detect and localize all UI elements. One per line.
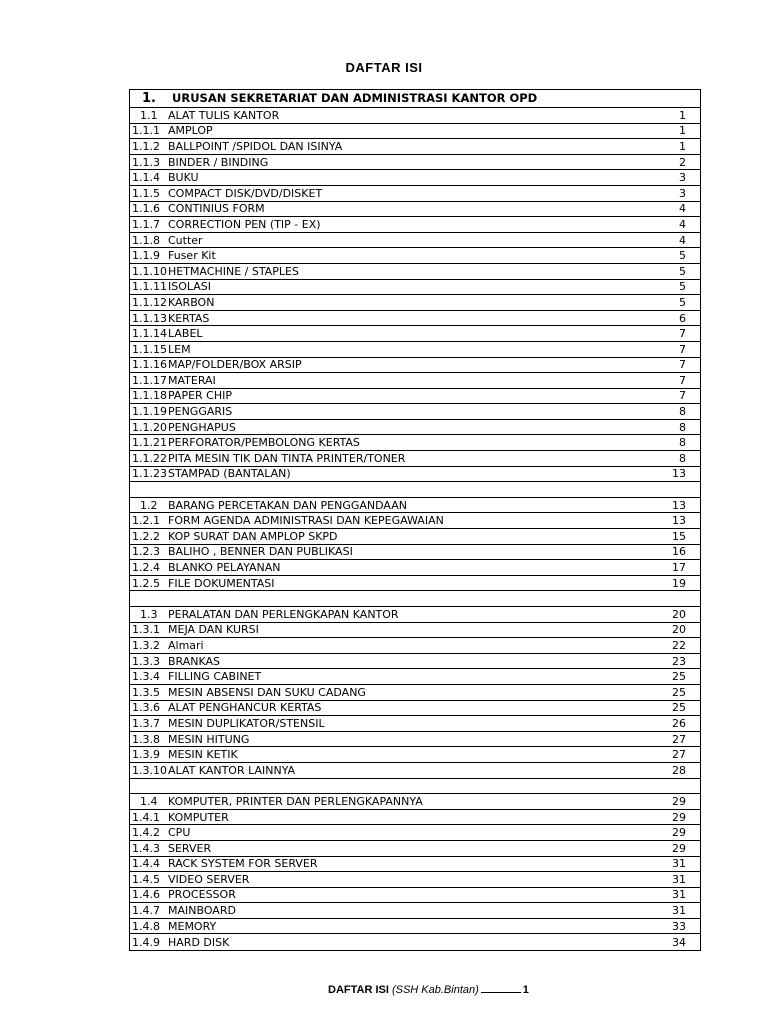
entry-number: 1.1.9 [132, 249, 160, 263]
page-number: 3 [679, 186, 686, 200]
section-number: 1.1 [140, 108, 158, 122]
page-number: 19 [672, 576, 686, 590]
entry-number: 1.1.5 [132, 186, 160, 200]
entry-label: BLANKO PELAYANAN [168, 561, 281, 575]
entry-label: PROCESSOR [168, 888, 236, 902]
toc-entry-row[interactable] [130, 139, 700, 155]
page-number: 13 [672, 514, 686, 528]
entry-number: 1.1.7 [132, 217, 160, 231]
page-number: 7 [679, 389, 686, 403]
entry-number: 1.4.1 [132, 810, 160, 824]
toc-entry-row[interactable] [130, 451, 700, 467]
page-number: 31 [672, 888, 686, 902]
page-number: 5 [679, 264, 686, 278]
toc-entry-row[interactable] [130, 420, 700, 436]
section-label: KOMPUTER, PRINTER DAN PERLENGKAPANNYA [168, 794, 423, 808]
entry-label: AMPLOP [168, 124, 213, 138]
toc-entry-row[interactable] [130, 217, 700, 233]
section-label: PERALATAN DAN PERLENGKAPAN KANTOR [168, 607, 399, 621]
page-number: 29 [672, 826, 686, 840]
entry-label: CONTINIUS FORM [168, 202, 265, 216]
footer-page-number: 1 [522, 984, 529, 996]
toc-entry-row[interactable] [130, 669, 700, 685]
toc-entry-row[interactable] [130, 825, 700, 841]
entry-number: 1.4.3 [132, 841, 160, 855]
spacer-row [130, 482, 700, 498]
entry-number: 1.1.15 [132, 342, 167, 356]
page-number: 29 [672, 794, 686, 808]
page-number: 15 [672, 529, 686, 543]
page-number: 8 [679, 405, 686, 419]
toc-entry-row[interactable] [130, 513, 700, 529]
toc-entry-row[interactable] [130, 934, 700, 950]
entry-label: BALLPOINT /SPIDOL DAN ISINYA [168, 139, 343, 153]
entry-label: MESIN HITUNG [168, 732, 250, 746]
page-number: 6 [679, 311, 686, 325]
entry-label: COMPACT DISK/DVD/DISKET [168, 186, 323, 200]
entry-number: 1.1.20 [132, 420, 167, 434]
page-number: 16 [672, 545, 686, 559]
page-number: 7 [679, 358, 686, 372]
entry-label: MESIN KETIK [168, 748, 238, 762]
toc-entry-row[interactable] [130, 202, 700, 218]
entry-label: LABEL [168, 327, 203, 341]
entry-label: PENGGARIS [168, 405, 233, 419]
entry-label: SERVER [168, 841, 212, 855]
entry-number: 1.2.2 [132, 529, 160, 543]
entry-number: 1.3.2 [132, 638, 160, 652]
entry-number: 1.1.23 [132, 467, 167, 481]
toc-entry-row[interactable] [130, 124, 700, 140]
entry-label: HARD DISK [168, 935, 230, 949]
entry-label: STAMPAD (BANTALAN) [168, 467, 291, 481]
toc-entry-row[interactable] [130, 701, 700, 717]
page-title: DAFTAR ISI [345, 60, 423, 75]
toc-entry-row[interactable] [130, 373, 700, 389]
entry-label: VIDEO SERVER [168, 872, 250, 886]
entry-label: Fuser Kit [168, 249, 216, 263]
page-number: 3 [679, 171, 686, 185]
toc-section-row[interactable] [130, 108, 700, 124]
entry-number: 1.3.9 [132, 748, 160, 762]
page-number: 8 [679, 451, 686, 465]
entry-number: 1.3.5 [132, 685, 160, 699]
entry-label: MAINBOARD [168, 904, 236, 918]
entry-label: KOP SURAT DAN AMPLOP SKPD [168, 529, 338, 543]
toc-entry-row[interactable] [130, 233, 700, 249]
entry-number: 1.1.18 [132, 389, 167, 403]
entry-label: PITA MESIN TIK DAN TINTA PRINTER/TONER [168, 451, 406, 465]
page-number: 20 [672, 623, 686, 637]
page-number: 1 [679, 108, 686, 122]
page-number: 33 [672, 919, 686, 933]
entry-label: ALAT PENGHANCUR KERTAS [168, 701, 322, 715]
toc-entry-row[interactable] [130, 389, 700, 405]
entry-label: KARBON [168, 295, 215, 309]
page-number: 1 [679, 139, 686, 153]
toc-entry-row[interactable] [130, 576, 700, 592]
entry-number: 1.2.1 [132, 514, 160, 528]
section-label: BARANG PERCETAKAN DAN PENGGANDAAN [168, 498, 408, 512]
entry-label: FILE DOKUMENTASI [168, 576, 275, 590]
entry-label: CORRECTION PEN (TIP - EX) [168, 217, 321, 231]
entry-number: 1.3.6 [132, 701, 160, 715]
entry-number: 1.4.8 [132, 919, 160, 933]
page-number: 22 [672, 638, 686, 652]
entry-number: 1.1.16 [132, 358, 167, 372]
toc-section-row[interactable] [130, 607, 700, 623]
toc-entry-row[interactable] [130, 716, 700, 732]
footer-rule [481, 983, 521, 993]
footer-label: DAFTAR ISI [328, 984, 389, 996]
entry-number: 1.1.2 [132, 139, 160, 153]
entry-label: HETMACHINE / STAPLES [168, 264, 299, 278]
footer-source: (SSH Kab.Bintan) [391, 984, 479, 996]
page-number: 25 [672, 701, 686, 715]
page-number: 17 [672, 561, 686, 575]
toc-entry-row[interactable] [130, 326, 700, 342]
page-number: 29 [672, 841, 686, 855]
page-number: 13 [672, 498, 686, 512]
page-number: 26 [672, 716, 686, 730]
entry-number: 1.4.5 [132, 872, 160, 886]
entry-number: 1.3.1 [132, 623, 160, 637]
page-number: 20 [672, 607, 686, 621]
toc-header-number: 1. [142, 91, 156, 106]
entry-number: 1.1.12 [132, 295, 167, 309]
entry-label: MAP/FOLDER/BOX ARSIP [168, 358, 302, 372]
toc-entry-row[interactable] [130, 435, 700, 451]
page-number: 23 [672, 654, 686, 668]
entry-number: 1.4.7 [132, 904, 160, 918]
entry-number: 1.4.6 [132, 888, 160, 902]
entry-number: 1.4.4 [132, 857, 160, 871]
entry-number: 1.4.2 [132, 826, 160, 840]
entry-label: KERTAS [168, 311, 210, 325]
entry-label: BUKU [168, 171, 199, 185]
page-number: 27 [672, 732, 686, 746]
toc-header-row [130, 90, 700, 108]
entry-label: PENGHAPUS [168, 420, 236, 434]
entry-number: 1.2.4 [132, 561, 160, 575]
toc-entry-row[interactable] [130, 857, 700, 873]
entry-number: 1.1.10 [132, 264, 167, 278]
page-number: 8 [679, 436, 686, 450]
page-number: 27 [672, 748, 686, 762]
section-label: ALAT TULIS KANTOR [168, 108, 280, 122]
page-number: 5 [679, 280, 686, 294]
entry-number: 1.3.10 [132, 763, 167, 777]
entry-number: 1.1.11 [132, 280, 167, 294]
toc-section-row[interactable] [130, 794, 700, 810]
entry-label: LEM [168, 342, 191, 356]
entry-label: FORM AGENDA ADMINISTRASI DAN KEPEGAWAIAN [168, 514, 444, 528]
entry-label: MATERAI [168, 373, 216, 387]
page-number: 4 [679, 202, 686, 216]
entry-label: Almari [168, 638, 204, 652]
toc-entry-row[interactable] [130, 295, 700, 311]
page-number: 2 [679, 155, 686, 169]
entry-number: 1.1.4 [132, 171, 160, 185]
page-footer [328, 983, 529, 996]
page-number: 7 [679, 342, 686, 356]
entry-label: RACK SYSTEM FOR SERVER [168, 857, 318, 871]
page-number: 28 [672, 763, 686, 777]
entry-label: CPU [168, 826, 191, 840]
entry-number: 1.1.6 [132, 202, 160, 216]
toc-entry-row[interactable] [130, 810, 700, 826]
entry-number: 1.1.1 [132, 124, 160, 138]
toc-entry-row[interactable] [130, 186, 700, 202]
page-number: 25 [672, 670, 686, 684]
page-number: 34 [672, 935, 686, 949]
entry-label: MESIN DUPLIKATOR/STENSIL [168, 716, 325, 730]
entry-number: 1.1.14 [132, 327, 167, 341]
page-number: 13 [672, 467, 686, 481]
entry-number: 1.1.21 [132, 436, 167, 450]
entry-label: FILLING CABINET [168, 670, 262, 684]
toc-entry-row[interactable] [130, 654, 700, 670]
toc-entry-row[interactable] [130, 732, 700, 748]
page-number: 4 [679, 233, 686, 247]
entry-number: 1.1.8 [132, 233, 160, 247]
toc-entry-row[interactable] [130, 919, 700, 935]
entry-label: BINDER / BINDING [168, 155, 269, 169]
toc-header-label: URUSAN SEKRETARIAT DAN ADMINISTRASI KANTOR OPD [172, 91, 538, 105]
toc-section-row[interactable] [130, 498, 700, 514]
toc-entry-row[interactable] [130, 685, 700, 701]
page-number: 5 [679, 249, 686, 263]
entry-number: 1.1.19 [132, 405, 167, 419]
toc-entry-row[interactable] [130, 872, 700, 888]
toc-entry-row[interactable] [130, 311, 700, 327]
page-number: 1 [679, 124, 686, 138]
toc-entry-row[interactable] [130, 467, 700, 483]
entry-label: BRANKAS [168, 654, 221, 668]
entry-number: 1.3.7 [132, 716, 160, 730]
entry-label: ALAT KANTOR LAINNYA [168, 763, 296, 777]
toc-entry-row[interactable] [130, 545, 700, 561]
entry-label: KOMPUTER [168, 810, 229, 824]
toc-entry-row[interactable] [130, 170, 700, 186]
toc-entry-row[interactable] [130, 248, 700, 264]
entry-label: PAPER CHIP [168, 389, 233, 403]
page-number: 31 [672, 857, 686, 871]
page-number: 31 [672, 904, 686, 918]
toc-entry-row[interactable] [130, 404, 700, 420]
toc-entry-row[interactable] [130, 888, 700, 904]
toc-entry-row[interactable] [130, 560, 700, 576]
toc-entry-row[interactable] [130, 638, 700, 654]
toc-entry-row[interactable] [130, 529, 700, 545]
entry-number: 1.2.3 [132, 545, 160, 559]
page-number: 5 [679, 295, 686, 309]
page-number: 4 [679, 217, 686, 231]
toc-entry-row[interactable] [130, 264, 700, 280]
page-number: 31 [672, 872, 686, 886]
section-number: 1.2 [140, 498, 158, 512]
toc-entry-row[interactable] [130, 280, 700, 296]
spacer-row [130, 779, 700, 795]
toc-entry-row[interactable] [130, 763, 700, 779]
toc-entry-row[interactable] [130, 623, 700, 639]
entry-label: Cutter [168, 233, 203, 247]
entry-number: 1.1.13 [132, 311, 167, 325]
toc-entry-row[interactable] [130, 903, 700, 919]
spacer-row [130, 591, 700, 607]
entry-number: 1.3.8 [132, 732, 160, 746]
table-of-contents [129, 89, 701, 951]
entry-number: 1.2.5 [132, 576, 160, 590]
entry-label: MESIN ABSENSI DAN SUKU CADANG [168, 685, 366, 699]
toc-entry-row[interactable] [130, 342, 700, 358]
entry-number: 1.1.3 [132, 155, 160, 169]
entry-number: 1.1.17 [132, 373, 167, 387]
entry-number: 1.3.4 [132, 670, 160, 684]
entry-number: 1.3.3 [132, 654, 160, 668]
entry-label: PERFORATOR/PEMBOLONG KERTAS [168, 436, 360, 450]
page-number: 7 [679, 327, 686, 341]
page-number: 29 [672, 810, 686, 824]
entry-number: 1.4.9 [132, 935, 160, 949]
page-number: 7 [679, 373, 686, 387]
toc-entry-row[interactable] [130, 841, 700, 857]
toc-entry-row[interactable] [130, 358, 700, 374]
entry-label: ISOLASI [168, 280, 212, 294]
section-number: 1.3 [140, 607, 158, 621]
page-number: 25 [672, 685, 686, 699]
toc-entry-row[interactable] [130, 155, 700, 171]
entry-label: MEJA DAN KURSI [168, 623, 259, 637]
entry-label: BALIHO , BENNER DAN PUBLIKASI [168, 545, 353, 559]
section-number: 1.4 [140, 794, 158, 808]
page-number: 8 [679, 420, 686, 434]
entry-number: 1.1.22 [132, 451, 167, 465]
entry-label: MEMORY [168, 919, 217, 933]
toc-entry-row[interactable] [130, 747, 700, 763]
